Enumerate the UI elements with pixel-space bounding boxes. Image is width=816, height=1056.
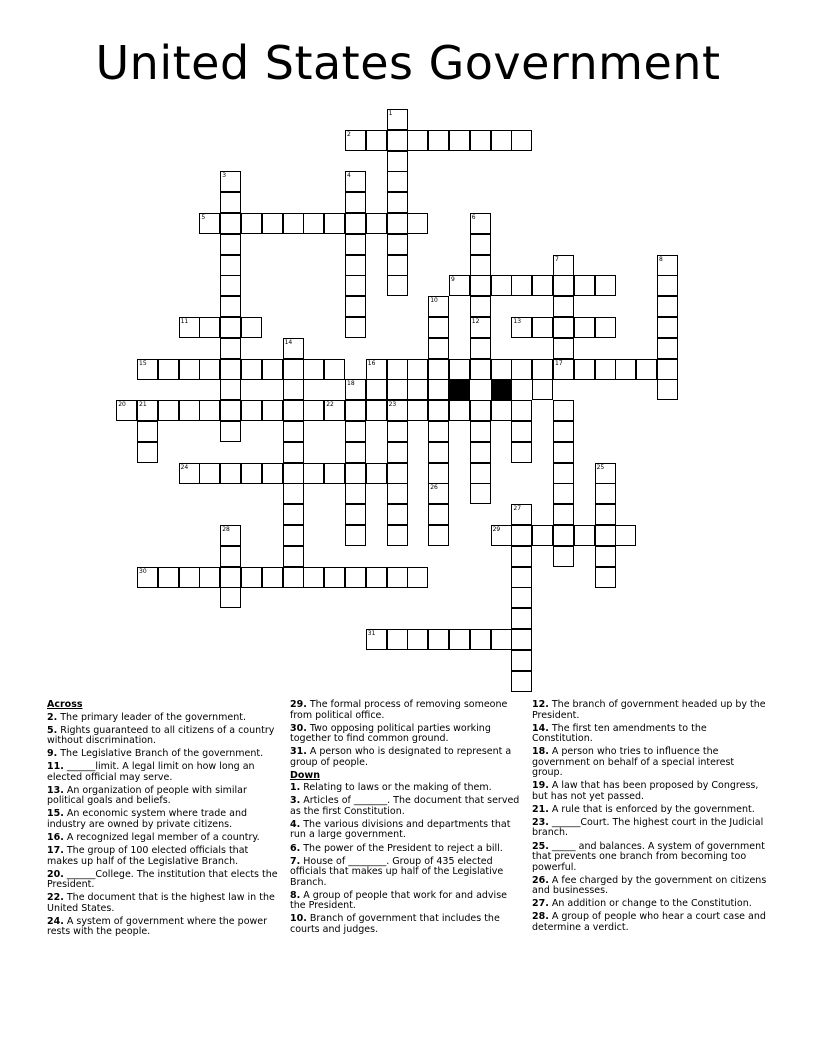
crossword-cell[interactable] (283, 504, 304, 525)
clue-item: 13. An organization of people with similar political goals and beliefs. (47, 784, 247, 807)
crossword-cell[interactable] (387, 234, 408, 255)
crossword-cell[interactable] (283, 338, 304, 359)
crossword-cell[interactable] (345, 171, 366, 192)
crossword-cell[interactable] (345, 130, 366, 151)
crossword-cell[interactable] (657, 296, 678, 317)
crossword-cell[interactable] (511, 546, 532, 567)
crossword-cell[interactable] (303, 400, 324, 421)
crossword-cell[interactable] (511, 275, 532, 296)
crossword-cell[interactable] (595, 359, 616, 380)
crossword-cell[interactable] (387, 442, 408, 463)
crossword-cell[interactable] (199, 317, 220, 338)
clue-item: 30. Two opposing political parties working together to find common ground. (290, 722, 491, 745)
crossword-cell[interactable] (345, 317, 366, 338)
black-square (491, 379, 512, 400)
crossword-cell[interactable] (428, 442, 449, 463)
crossword-cell[interactable] (283, 525, 304, 546)
crossword-cell[interactable] (220, 359, 241, 380)
crossword-cell[interactable] (449, 400, 470, 421)
crossword-cell[interactable] (387, 359, 408, 380)
crossword-cell[interactable] (532, 359, 553, 380)
crossword-cell[interactable] (220, 463, 241, 484)
crossword-cell[interactable] (179, 359, 200, 380)
page-title: United States Government (95, 36, 721, 90)
clue-number: 30 (139, 567, 147, 575)
crossword-cell[interactable] (407, 629, 428, 650)
crossword-cell[interactable] (428, 338, 449, 359)
crossword-cell[interactable] (387, 213, 408, 234)
crossword-cell[interactable] (470, 421, 491, 442)
crossword-cell[interactable] (387, 504, 408, 525)
clue-number: 14 (284, 338, 293, 346)
crossword-cell[interactable] (345, 400, 366, 421)
crossword-cell[interactable] (345, 567, 366, 588)
crossword-cell[interactable] (366, 130, 387, 151)
clue-item: 14. The first ten amendments to the Constitution. (532, 722, 707, 745)
crossword-cell[interactable] (511, 400, 532, 421)
crossword-cell[interactable] (511, 587, 532, 608)
crossword-cell[interactable] (137, 421, 158, 442)
clue-number: 21 (139, 401, 147, 409)
crossword-cell[interactable] (428, 130, 449, 151)
crossword-cell[interactable] (220, 379, 241, 400)
crossword-cell[interactable] (428, 379, 449, 400)
crossword-cell[interactable] (470, 275, 491, 296)
crossword-cell[interactable] (428, 359, 449, 380)
crossword-cell[interactable] (553, 483, 574, 504)
crossword-cell[interactable] (511, 671, 532, 692)
crossword-cell[interactable] (428, 421, 449, 442)
crossword-cell[interactable] (574, 525, 595, 546)
clue-item: 18. A person who tries to influence the government on behalf of a special interest group. (532, 746, 735, 779)
crossword-cell[interactable] (657, 338, 678, 359)
crossword-cell[interactable] (449, 275, 470, 296)
crossword-cell[interactable] (387, 275, 408, 296)
crossword-cell[interactable] (511, 525, 532, 546)
crossword-cell[interactable] (491, 400, 512, 421)
crossword-cell[interactable] (553, 442, 574, 463)
clue-number: 25 (596, 463, 605, 471)
crossword-cell[interactable] (387, 192, 408, 213)
crossword-cell[interactable] (324, 213, 345, 234)
crossword-cell[interactable] (241, 463, 262, 484)
clue-item: 23. ______Court. The highest court in the Judicial branch. (532, 816, 764, 839)
crossword-cell[interactable] (324, 359, 345, 380)
clue-number: 7 (555, 255, 559, 263)
crossword-cell[interactable] (553, 317, 574, 338)
crossword-cell[interactable] (470, 130, 491, 151)
crossword-cell[interactable] (387, 567, 408, 588)
clue-item: 1. Relating to laws or the making of them. (290, 782, 492, 794)
crossword-cell[interactable] (491, 359, 512, 380)
crossword-cell[interactable] (470, 317, 491, 338)
crossword-cell[interactable] (553, 338, 574, 359)
clue-item: 24. A system of government where the power rests with the people. (47, 915, 268, 938)
clue-number: 22 (326, 401, 334, 409)
crossword-cell[interactable] (387, 525, 408, 546)
crossword-cell[interactable] (345, 213, 366, 234)
crossword-cell[interactable] (220, 587, 241, 608)
clue-number: 26 (430, 484, 438, 492)
clue-item: 29. The formal process of removing someone from political office. (290, 699, 508, 721)
clue-item: 5. Rights guaranteed to all citizens of a country without discrimination. (47, 724, 275, 747)
crossword-cell[interactable] (615, 525, 636, 546)
clues-column-1 (47, 700, 279, 941)
crossword-cell[interactable] (511, 317, 532, 338)
clue-item: 26. A fee charged by the government on citizens and businesses. (532, 874, 767, 897)
crossword-cell[interactable] (345, 192, 366, 213)
clue-number: 23 (388, 401, 397, 409)
crossword-cell[interactable] (283, 379, 304, 400)
crossword-cell[interactable] (470, 213, 491, 234)
crossword-cell[interactable] (199, 463, 220, 484)
crossword-cell[interactable] (553, 421, 574, 442)
crossword-cell[interactable] (553, 296, 574, 317)
crossword-cell[interactable] (470, 483, 491, 504)
crossword-cell[interactable] (428, 400, 449, 421)
crossword-cell[interactable] (387, 109, 408, 130)
crossword-cell[interactable] (428, 463, 449, 484)
crossword-cell[interactable] (449, 629, 470, 650)
crossword-cell[interactable] (179, 400, 200, 421)
crossword-cell[interactable] (491, 629, 512, 650)
crossword-cell[interactable] (262, 359, 283, 380)
clue-item: 28. A group of people who hear a court case and determine a verdict. (532, 911, 766, 933)
crossword-cell[interactable] (553, 255, 574, 276)
crossword-cell[interactable] (407, 359, 428, 380)
clue-number: 24 (180, 463, 189, 471)
clue-item: 19. A law that has been proposed by Congress, but has not yet passed. (532, 780, 759, 802)
crossword-cell[interactable] (511, 608, 532, 629)
crossword-cell[interactable] (179, 317, 200, 338)
clue-item: 10. Branch of government that includes the courts and judges. (290, 913, 500, 935)
crossword-cell[interactable] (345, 296, 366, 317)
crossword-cell[interactable] (553, 463, 574, 484)
crossword-cell[interactable] (220, 317, 241, 338)
crossword-cell[interactable] (366, 400, 387, 421)
clue-item: 3. Articles of _______. The document that served as the first Constitution. (290, 795, 520, 817)
clue-item: 22. The document that is the highest law in the United States. (47, 892, 275, 914)
crossword-cell[interactable] (158, 359, 179, 380)
clue-number: 20 (118, 401, 126, 409)
crossword-cell[interactable] (345, 275, 366, 296)
clue-number: 15 (139, 359, 147, 367)
clue-number: 5 (201, 214, 206, 221)
crossword-cell[interactable] (220, 400, 241, 421)
crossword-cell[interactable] (532, 275, 553, 296)
clue-item: 31. A person who is designated to represent a group of people. (290, 746, 512, 768)
clue-item: 8. A group of people that work for and advise the President. (290, 889, 507, 912)
crossword-cell[interactable] (366, 629, 387, 650)
crossword-cell[interactable] (387, 463, 408, 484)
crossword-cell[interactable] (158, 400, 179, 421)
crossword-cell[interactable] (220, 567, 241, 588)
crossword-cell[interactable] (387, 130, 408, 151)
crossword-cell[interactable] (470, 359, 491, 380)
crossword-cell[interactable] (303, 567, 324, 588)
crossword-cell[interactable] (366, 567, 387, 588)
crossword-cell[interactable] (262, 463, 283, 484)
crossword-cell[interactable] (345, 504, 366, 525)
crossword-cell[interactable] (387, 255, 408, 276)
clue-number: 3 (222, 172, 227, 180)
crossword-cell[interactable] (179, 463, 200, 484)
crossword-cell[interactable] (470, 234, 491, 255)
crossword-cell[interactable] (511, 629, 532, 650)
crossword-cell[interactable] (387, 629, 408, 650)
clue-number: 31 (367, 630, 376, 637)
crossword-cell[interactable] (491, 130, 512, 151)
crossword-cell[interactable] (324, 400, 345, 421)
crossword-cell[interactable] (387, 483, 408, 504)
crossword-cell[interactable] (220, 171, 241, 192)
crossword-cell[interactable] (470, 400, 491, 421)
crossword-cell[interactable] (241, 213, 262, 234)
crossword-cell[interactable] (345, 525, 366, 546)
crossword-cell[interactable] (595, 317, 616, 338)
crossword-cell[interactable] (574, 275, 595, 296)
crossword-cell[interactable] (532, 317, 553, 338)
crossword-cell[interactable] (595, 275, 616, 296)
crossword-cell[interactable] (657, 379, 678, 400)
clue-number: 10 (430, 297, 438, 305)
crossword-cell[interactable] (511, 421, 532, 442)
crossword-cell[interactable] (470, 629, 491, 650)
crossword-cell[interactable] (366, 359, 387, 380)
crossword-cell[interactable] (220, 255, 241, 276)
clue-item: 16. A recognized legal member of a country. (47, 832, 260, 844)
clue-section-header: Down (290, 769, 320, 781)
crossword-cell[interactable] (179, 567, 200, 588)
crossword-cell[interactable] (303, 213, 324, 234)
crossword-cell[interactable] (387, 151, 408, 172)
clues-column-2 (290, 700, 522, 938)
crossword-cell[interactable] (324, 463, 345, 484)
clue-number: 4 (347, 172, 351, 180)
crossword-cell[interactable] (283, 400, 304, 421)
crossword-cell[interactable] (470, 296, 491, 317)
crossword-cell[interactable] (511, 650, 532, 671)
clue-number: 2 (347, 130, 351, 138)
clue-item: 2. The primary leader of the government. (47, 711, 246, 723)
crossword-cell[interactable] (137, 359, 158, 380)
crossword-cell[interactable] (657, 317, 678, 338)
crossword-cell[interactable] (595, 567, 616, 588)
crossword-cell[interactable] (116, 400, 137, 421)
crossword-cell[interactable] (553, 359, 574, 380)
crossword-cell[interactable] (137, 400, 158, 421)
crossword-cell[interactable] (387, 171, 408, 192)
crossword-cell[interactable] (470, 463, 491, 484)
crossword-cell[interactable] (449, 130, 470, 151)
crossword-cell[interactable] (241, 317, 262, 338)
crossword-cell[interactable] (532, 379, 553, 400)
crossword-cell[interactable] (428, 629, 449, 650)
crossword-cell[interactable] (532, 525, 553, 546)
clue-item: 4. The various divisions and departments that run a large government. (290, 818, 511, 841)
crossword-cell[interactable] (553, 275, 574, 296)
crossword-cell[interactable] (283, 567, 304, 588)
crossword-cell[interactable] (241, 359, 262, 380)
crossword-cell[interactable] (470, 442, 491, 463)
clue-item: 6. The power of the President to reject a bill. (290, 842, 503, 854)
crossword-cell[interactable] (345, 255, 366, 276)
clue-number: 16 (367, 359, 376, 367)
clue-number: 29 (492, 526, 501, 533)
crossword-cell[interactable] (511, 359, 532, 380)
clue-section-header: Across (47, 699, 83, 710)
crossword-cell[interactable] (283, 463, 304, 484)
crossword-cell[interactable] (428, 483, 449, 504)
crossword-cell[interactable] (345, 379, 366, 400)
crossword-cell[interactable] (511, 504, 532, 525)
clue-number: 18 (347, 380, 355, 388)
crossword-cell[interactable] (345, 234, 366, 255)
crossword-cell[interactable] (428, 317, 449, 338)
clue-item: 12. The branch of government headed up by the President. (532, 699, 766, 721)
crossword-cell[interactable] (511, 442, 532, 463)
crossword-cell[interactable] (366, 463, 387, 484)
crossword-cell[interactable] (470, 338, 491, 359)
crossword-cell[interactable] (553, 525, 574, 546)
crossword-cell[interactable] (407, 213, 428, 234)
crossword-cell[interactable] (366, 213, 387, 234)
clue-number: 8 (659, 255, 663, 263)
crossword-cell[interactable] (283, 421, 304, 442)
crossword-cell[interactable] (428, 525, 449, 546)
crossword-cell[interactable] (220, 275, 241, 296)
crossword-cell[interactable] (262, 567, 283, 588)
crossword-cell[interactable] (387, 379, 408, 400)
crossword-cell[interactable] (324, 567, 345, 588)
crossword-cell[interactable] (241, 400, 262, 421)
crossword-cell[interactable] (428, 504, 449, 525)
crossword-cell[interactable] (595, 504, 616, 525)
crossword-cell[interactable] (220, 338, 241, 359)
crossword-cell[interactable] (137, 442, 158, 463)
crossword-cell[interactable] (283, 359, 304, 380)
crossword-cell[interactable] (470, 255, 491, 276)
clue-item: 25. _____ and balances. A system of government that prevents one branch from becoming too powerful. (532, 840, 765, 873)
crossword-cell[interactable] (283, 213, 304, 234)
clue-number: 6 (471, 214, 476, 221)
clue-number: 28 (222, 526, 230, 533)
crossword-cell[interactable] (574, 359, 595, 380)
crossword-cell[interactable] (553, 546, 574, 567)
crossword-cell[interactable] (220, 421, 241, 442)
crossword-cell[interactable] (387, 421, 408, 442)
crossword-cell[interactable] (262, 213, 283, 234)
crossword-cell[interactable] (657, 359, 678, 380)
crossword-cell[interactable] (657, 275, 678, 296)
clue-number: 1 (388, 110, 393, 117)
crossword-cell[interactable] (220, 192, 241, 213)
clue-number: 13 (513, 318, 522, 325)
clue-number: 11 (180, 318, 189, 325)
clue-item: 27. An addition or change to the Constitution. (532, 898, 752, 910)
crossword-cell[interactable] (407, 130, 428, 151)
crossword-cell[interactable] (387, 400, 408, 421)
crossword-cell[interactable] (283, 483, 304, 504)
crossword-cell[interactable] (511, 567, 532, 588)
crossword-cell[interactable] (220, 234, 241, 255)
crossword-cell[interactable] (283, 546, 304, 567)
crossword-cell[interactable] (574, 317, 595, 338)
clue-item: 17. The group of 100 elected officials that makes up half of the Legislative Branch. (47, 845, 249, 867)
crossword-cell[interactable] (615, 359, 636, 380)
clue-item: 7. House of ________. Group of 435 elected officials that makes up half of the Legislative Branch. (290, 855, 504, 888)
crossword-cell[interactable] (345, 463, 366, 484)
crossword-cell[interactable] (407, 379, 428, 400)
crossword-cell[interactable] (595, 483, 616, 504)
crossword-cell[interactable] (595, 525, 616, 546)
clue-item: 20. ______College. The institution that elects the President. (47, 868, 278, 891)
crossword-cell[interactable] (636, 359, 657, 380)
crossword-cell[interactable] (199, 567, 220, 588)
crossword-cell[interactable] (491, 275, 512, 296)
crossword-cell[interactable] (220, 525, 241, 546)
crossword-cell[interactable] (595, 463, 616, 484)
clue-number: 17 (555, 359, 563, 367)
crossword-cell[interactable] (491, 525, 512, 546)
crossword-cell[interactable] (220, 296, 241, 317)
crossword-cell[interactable] (199, 400, 220, 421)
crossword-cell[interactable] (553, 400, 574, 421)
crossword-cell[interactable] (345, 442, 366, 463)
crossword-cell[interactable] (220, 546, 241, 567)
crossword-cell[interactable] (283, 442, 304, 463)
black-square (449, 379, 470, 400)
clue-item: 15. An economic system where trade and industry are owned by private citizens. (47, 808, 248, 830)
crossword-cell[interactable] (366, 379, 387, 400)
clues-column-3 (532, 700, 767, 936)
crossword-cell[interactable] (407, 400, 428, 421)
crossword-cell[interactable] (199, 359, 220, 380)
clue-number: 12 (471, 318, 480, 325)
crossword-cell[interactable] (241, 567, 262, 588)
crossword-cell[interactable] (511, 130, 532, 151)
crossword-cell[interactable] (220, 213, 241, 234)
crossword-cell[interactable] (657, 255, 678, 276)
crossword-cell[interactable] (407, 567, 428, 588)
crossword-cell[interactable] (199, 213, 220, 234)
crossword-cell[interactable] (158, 567, 179, 588)
crossword-cell[interactable] (345, 483, 366, 504)
clue-number: 27 (513, 505, 522, 513)
crossword-cell[interactable] (303, 359, 324, 380)
crossword-cell[interactable] (553, 504, 574, 525)
crossword-cell[interactable] (137, 567, 158, 588)
clue-item: 21. A rule that is enforced by the government. (532, 803, 755, 815)
crossword-cell[interactable] (449, 359, 470, 380)
crossword-cell[interactable] (262, 400, 283, 421)
clue-item: 9. The Legislative Branch of the government. (47, 748, 264, 760)
clue-number: 9 (451, 276, 455, 284)
crossword-cell[interactable] (428, 296, 449, 317)
crossword-cell[interactable] (303, 463, 324, 484)
crossword-cell[interactable] (345, 421, 366, 442)
clue-item: 11. ______limit. A legal limit on how long an elected official may serve. (47, 761, 255, 783)
crossword-cell[interactable] (595, 546, 616, 567)
